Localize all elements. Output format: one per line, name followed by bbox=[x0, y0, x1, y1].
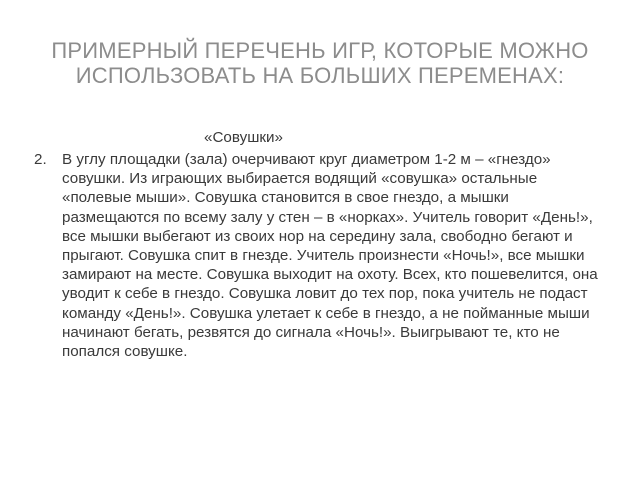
game-name: «Совушки» bbox=[204, 129, 283, 146]
list-item bbox=[34, 150, 606, 361]
slide-title-line-2: ИСПОЛЬЗОВАТЬ НА БОЛЬШИХ ПЕРЕМЕНАХ: bbox=[75, 63, 565, 88]
slide-body bbox=[34, 128, 606, 361]
slide-title-line-1: ПРИМЕРНЫЙ ПЕРЕЧЕНЬ ИГР, КОТОРЫЕ МОЖНО bbox=[51, 38, 589, 63]
slide-title bbox=[20, 38, 620, 88]
list-item-text: В углу площадки (зала) очерчивают круг диаметром 1-2 м – «гнездо» совушки. Из играющих выбирается водящий «совушка» остальные «полевые мыши». Совушка становится в свое гнездо, а мышки размещаются по всему залу у стен – в «норках». Учитель говорит «День!», все мышки выбегают из своих нор на середину зала, свободно бегают и прыгают. Совушка спит в гнезде. Учитель произнести «Ночь!», все мышки замирают на месте. Совушка выходит на охоту. Всех, кто пошевелится, она уводит к себе в гнездо. Совушка ловит до тех пор, пока учитель не подаст команду «День!». Совушка улетает к себе в гнездо, а не пойманные мыши начинают бегать, резвятся до сигнала «Ночь!». Выигрывают те, кто не попался совушке. bbox=[62, 151, 598, 361]
list-item-number: 2. bbox=[34, 151, 47, 168]
